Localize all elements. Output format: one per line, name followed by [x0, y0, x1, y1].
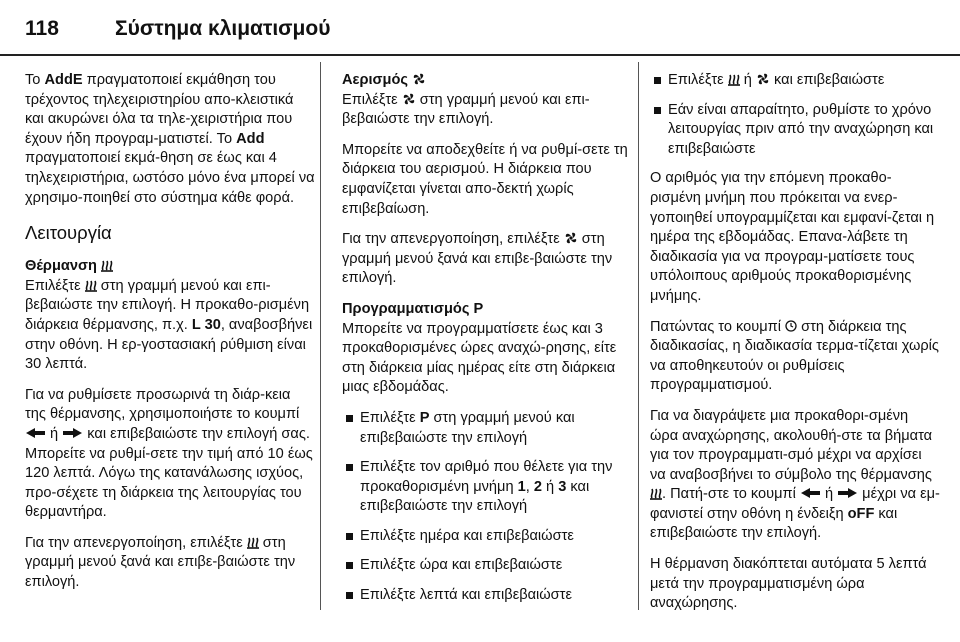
- text: Επιλέξτε: [342, 91, 402, 108]
- subheading-text: Θέρμανση: [25, 258, 97, 275]
- bullet-list: [342, 409, 632, 606]
- text: Επιλέξτε: [360, 409, 420, 426]
- paragraph: [25, 277, 315, 375]
- column-3: [650, 71, 940, 625]
- text-bold: 3: [558, 478, 567, 495]
- heating-icon: [728, 71, 740, 86]
- text: . Πατή-στε το κουμπί: [662, 486, 800, 503]
- paragraph: Ο αριθμός για την επόμενη προκαθο-ρισμένη μνήμη που πρόκειται να ενερ-γοποιηθεί υπογραμμίζεται και εμφανί-ζεται η ημέρα της εβδομάδας. Επανα-λάβετε τη διαδικασία για να προγραμ-ματίσετε τους υπόλοιπους αριθμούς προκαθορισμένης μνήμης.: [650, 170, 935, 304]
- subheading-text: Αερισμός: [342, 72, 408, 88]
- text: στη γραμμή μενού και επι-βεβαιώστε την επιλογή.: [342, 91, 590, 128]
- paragraph: [25, 534, 315, 593]
- text: πραγματοποιεί εκμά-θηση σε έως και 4 τηλεχειριστήρια, ωστόσο μόνο ένα μπορεί να χρησιμο-ποιηθεί στο σύστημα κάθε φορά.: [25, 150, 315, 206]
- list-item: [342, 458, 632, 517]
- section-heading: Λειτουργία: [25, 222, 112, 244]
- text: Επιλέξτε: [25, 277, 85, 294]
- text: στη διάρκεια της διαδικασίας, η διαδικασία τερμα-τίζεται χωρίς να αποθηκευτούν οι ρυθμίσεις προγραμματισμού.: [650, 318, 939, 394]
- paragraph: [342, 91, 632, 130]
- list-item: Εάν είναι απαραίτητο, ρυθμίστε το χρόνο λειτουργίας πριν από την αναχώρηση και επιβεβαιώστε: [650, 101, 940, 160]
- text: , αναβοσβήνει στην οθόνη. Η ερ-γοστασιακή ρύθμιση είναι 30 λεπτά.: [25, 316, 313, 373]
- text: μέχρι να εμ-φανιστεί στην οθόνη η ένδειξη: [650, 486, 940, 522]
- text: Πατώντας το κουμπί: [650, 318, 786, 335]
- subheading-programming: Προγραμματισμός P: [342, 300, 484, 317]
- fan-icon: [564, 231, 578, 245]
- text: και επιβεβαιώστε την επιλογή: [360, 478, 590, 515]
- list-item: Επιλέξτε ημέρα και επιβεβαιώστε: [342, 527, 632, 547]
- page-header: [0, 0, 960, 50]
- paragraph: [342, 230, 632, 289]
- subheading-heating: [25, 257, 315, 277]
- column-1: [25, 71, 315, 604]
- text: Επιλέξτε τον αριθμό που θέλετε για την προκαθορισμένη μνήμη: [360, 459, 613, 495]
- fan-icon: [402, 92, 416, 106]
- text: και επιβεβαιώστε την επιλογή σας. Μπορείτε να ρυθμί-σετε την τιμή από 10 έως 120 λεπτά. Λόγω της κατανάλωσης ισχύος, προ-σέχετε τη διάρκεια της λειτουργίας του θερμαντήρα.: [25, 425, 313, 521]
- text-bold: L 30: [191, 316, 221, 333]
- list-item: Επιλέξτε ώρα και επιβεβαιώστε: [342, 556, 632, 576]
- text: Για την απενεργοποίηση, επιλέξτε: [25, 534, 247, 551]
- list-item: Επιλέξτε λεπτά και επιβεβαιώστε: [342, 586, 632, 606]
- text: ,: [525, 478, 534, 495]
- paragraph: Μπορείτε να αποδεχθείτε ή να ρυθμί-σετε τη διάρκεια του αερισμού. Η διάρκεια που εμφανίζεται γίνεται απο-δεκτή χωρίς επιβεβαίωση.: [342, 141, 628, 217]
- bullet-list: [650, 71, 940, 159]
- text-bold: Add: [236, 130, 265, 147]
- column-divider: [320, 62, 321, 610]
- text: και επιβεβαιώστε: [769, 72, 885, 88]
- text-bold: 2: [533, 478, 542, 495]
- text: Επιλέξτε: [668, 72, 728, 88]
- page-title: Σύστημα κλιματισμού: [115, 17, 331, 40]
- left-arrow-icon: [800, 486, 821, 500]
- column-divider: [638, 62, 639, 610]
- text: και επιβεβαιώστε την επιλογή.: [650, 505, 898, 542]
- list-item: [342, 409, 632, 448]
- text: Το: [25, 72, 45, 88]
- text: ή: [541, 478, 559, 495]
- list-item: [650, 71, 940, 91]
- paragraph: Μπορείτε να προγραμματίσετε έως και 3 προκαθορισμένες ώρες αναχώ-ρησης, είτε στη διάρκεια μίας ημέρας είτε στη διάρκεια μιας εβδομάδας.: [342, 320, 617, 396]
- text-bold: AddE: [44, 72, 83, 88]
- text: Για να διαγράψετε μια προκαθορι-σμένη ώρα αναχώρησης, ακολουθή-στε τα βήματα για τον προγραμματι-σμό μέχρι να αρχίσει να αναβοσβήνει το σύμβολο της θέρμανσης: [650, 407, 933, 483]
- text-bold: 1: [517, 478, 526, 495]
- paragraph: [25, 71, 315, 208]
- heating-icon: [85, 277, 97, 292]
- paragraph: [650, 318, 940, 396]
- right-arrow-icon: [837, 486, 858, 500]
- text: στη γραμμή μενού και επι-βεβαιώστε την επιλογή. Η προκαθο-ρισμένη διάρκεια θέρμανσης, π.χ.: [25, 277, 310, 333]
- right-arrow-icon: [62, 426, 83, 440]
- paragraph: Η θέρμανση διακόπτεται αυτόματα 5 λεπτά μετά την προγραμματισμένη ώρα αναχώρησης.: [650, 556, 927, 612]
- left-arrow-icon: [25, 426, 46, 440]
- text: Για την απενεργοποίηση, επιλέξτε: [342, 231, 564, 248]
- subheading-ventilation: [342, 71, 632, 91]
- paragraph: [25, 386, 315, 523]
- fan-icon: [756, 72, 770, 86]
- paragraph: [650, 407, 940, 544]
- header-rule: [0, 54, 960, 56]
- page-number: 118: [25, 17, 59, 40]
- heating-icon: [650, 485, 662, 500]
- text: πραγματοποιεί εκμάθηση του τρέχοντος τηλεχειριστηρίου απο-κλειστικά και ακυρώνει όλα τα τηλε-χειριστήρια που έχουν ήδη προγραμ-ματιστεί. Το: [25, 72, 294, 147]
- text-bold: P: [419, 409, 430, 426]
- text-bold: oFF: [847, 505, 875, 522]
- text: στη γραμμή μενού ξανά και επιβε-βαιώστε την επιλογή.: [342, 231, 613, 287]
- heating-icon: [101, 257, 113, 272]
- text: ή: [46, 425, 63, 442]
- text: ή: [820, 486, 838, 503]
- clock-icon: [785, 319, 797, 333]
- column-2: [342, 71, 632, 616]
- text: ή: [739, 72, 756, 88]
- text: στη γραμμή μενού ξανά και επιβε-βαιώστε την επιλογή.: [25, 534, 296, 591]
- fan-icon: [412, 72, 426, 86]
- text: Για να ρυθμίσετε προσωρινά τη διάρ-κεια της θέρμανσης, χρησιμοποιήστε το κουμπί: [25, 386, 300, 423]
- text: στη γραμμή μενού και επιβεβαιώστε την επιλογή: [360, 409, 575, 446]
- heating-icon: [247, 534, 259, 549]
